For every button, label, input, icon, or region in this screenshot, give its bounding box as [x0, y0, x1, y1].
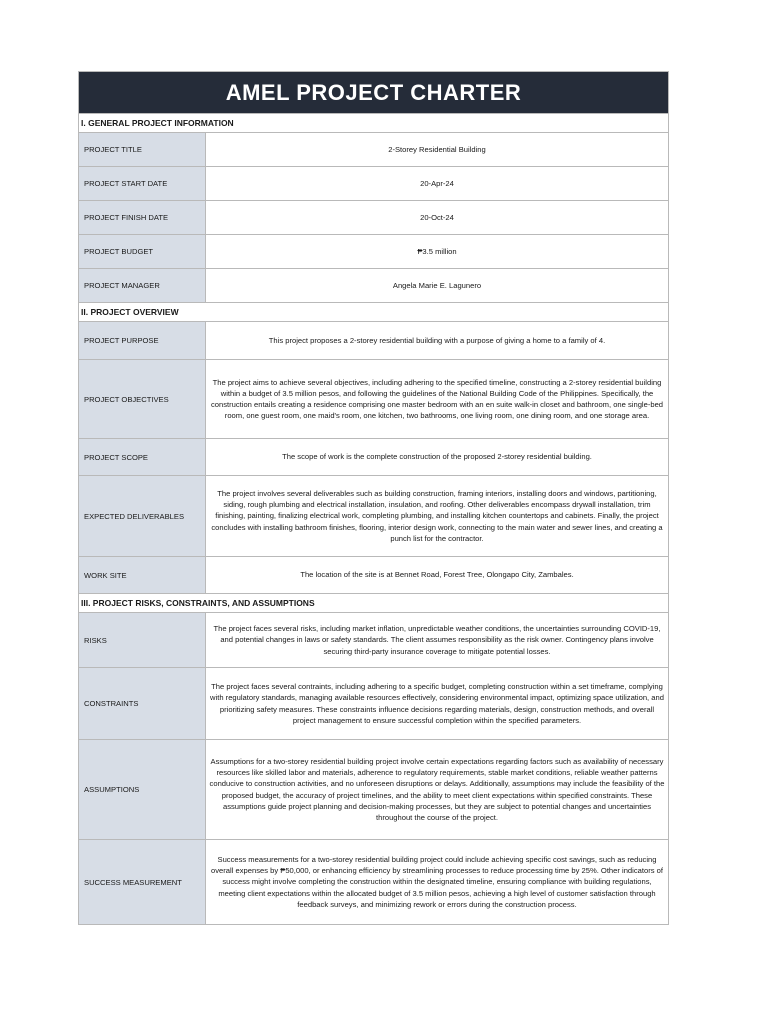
project-title-label: PROJECT TITLE — [79, 133, 206, 166]
risks-value: The project faces several risks, including market inflation, unpredictable weather conditions, the uncertainties surrounding COVID-19, and potential changes in laws or safety standards. The client assumes responsibility as the risk owner. Contingency plans involve securing third-party insurance coverage to mitigate potential losses. — [213, 624, 661, 656]
constraints-value: The project faces several contraints, including adhering to a specific budget, completing construction within a set timeframe, complying with regulatory standards, managing available resources effectively, considering environmental impact, optimizing space utilization, and prioritizing safety measures. These constraints influence decisions regarding materials, design, construction methods, and overall project management to ensure successful completion within the specified parameters. — [210, 682, 664, 725]
row-start-date — [79, 166, 668, 200]
deliverables-label: EXPECTED DELIVERABLES — [79, 476, 206, 556]
finish-date-label: PROJECT FINISH DATE — [79, 201, 206, 234]
row-objectives — [79, 359, 668, 438]
manager-label: PROJECT MANAGER — [79, 269, 206, 302]
row-scope — [79, 438, 668, 475]
row-work-site — [79, 556, 668, 593]
row-purpose — [79, 321, 668, 359]
section-project-overview: II. PROJECT OVERVIEW — [79, 302, 668, 321]
assumptions-label: ASSUMPTIONS — [79, 740, 206, 839]
work-site-value: The location of the site is at Bennet Road, Forest Tree, Olongapo City, Zambales. — [300, 570, 574, 580]
purpose-value: This project proposes a 2-storey residential building with a purpose of giving a home to a family of 4. — [268, 335, 606, 345]
row-assumptions — [79, 739, 668, 839]
scope-label: PROJECT SCOPE — [79, 439, 206, 475]
scope-value: The scope of work is the complete construction of the proposed 2-storey residential building. — [282, 452, 592, 462]
row-finish-date — [79, 200, 668, 234]
charter-title: AMEL PROJECT CHARTER — [79, 72, 668, 113]
deliverables-value: The project involves several deliverables such as building construction, framing interiors, installing doors and windows, partitioning, siding, rough plumbing and electrical installation, insulation, and roofing. Other deliverables encompass drywall installation, trim finishing, painting, finalizing electrical work, completing plumbing, and installing kitchen countertops and cabinets. Finally, the project concludes with installing bathroom finishes, flooring, interior design work, connecting to the main water and sewer lines, and creating a punch list for the contractor. — [211, 488, 663, 543]
section-risks-constraints: III. PROJECT RISKS, CONSTRAINTS, AND ASSUMPTIONS — [79, 593, 668, 612]
finish-date-value: 20-Oct-24 — [420, 212, 454, 222]
success-value: Success measurements for a two-storey residential building project could include achieving specific cost savings, such as reducing overall expenses by ₱50,000, or enhancing efficiency by streamlining processes to reduce processing time by 25%. Other indicators of success might involve completing the construction within the designated timeline, ensuring compliance with building regulations, meeting client expectations within the allocated budget of 3.5 million pesos, achieving a high level of customer satisfaction through feedback surveys, and minimizing rework or errors during the construction process. — [211, 854, 663, 909]
row-budget — [79, 234, 668, 268]
row-constraints — [79, 667, 668, 739]
objectives-value: The project aims to achieve several objectives, including adhering to the specified timeline, constructing a 2-storey residential building within a budget of 3.5 million pesos, and following the guidelines of the National Building Code of the Philippines. Specifically, the construction entails creating a residence comprising one master bedroom with an en suite walk-in closet and bathroom, one single-bed room, one guest room, one maid's room, one kitchen, two bathrooms, one living room, one dining room, and one storage area. — [210, 377, 664, 421]
project-charter-table — [78, 71, 669, 925]
objectives-label: PROJECT OBJECTIVES — [79, 360, 206, 438]
row-success-measurement — [79, 839, 668, 924]
start-date-label: PROJECT START DATE — [79, 167, 206, 200]
work-site-label: WORK SITE — [79, 557, 206, 593]
row-project-title — [79, 132, 668, 166]
assumptions-value: Assumptions for a two-storey residential building project involve certain expectations regarding factors such as availability of necessary resources like skilled labor and materials, adherence to regulatory requirements, stable market conditions, reliable weather patterns conducive to construction activities, and no unforeseen disruptions or delays. Additionally, assumptions may include the feasibility of the proposed budget, the accuracy of project timelines, and the ability to meet client expectations within specified constraints. These assumptions guide project planning and decision-making processes, but they are subject to potential changes and uncertainties throughout the course of the project. — [209, 756, 665, 822]
row-risks — [79, 612, 668, 667]
risks-label: RISKS — [79, 613, 206, 667]
project-title-value: 2-Storey Residential Building — [388, 144, 486, 154]
start-date-value: 20-Apr-24 — [420, 178, 454, 188]
row-manager — [79, 268, 668, 302]
manager-value: Angela Marie E. Lagunero — [392, 280, 482, 290]
section-general-info: I. GENERAL PROJECT INFORMATION — [79, 113, 668, 132]
purpose-label: PROJECT PURPOSE — [79, 322, 206, 359]
success-label: SUCCESS MEASUREMENT — [79, 840, 206, 924]
constraints-label: CONSTRAINTS — [79, 668, 206, 739]
budget-label: PROJECT BUDGET — [79, 235, 206, 268]
row-deliverables — [79, 475, 668, 556]
budget-value: ₱3.5 million — [417, 246, 457, 256]
